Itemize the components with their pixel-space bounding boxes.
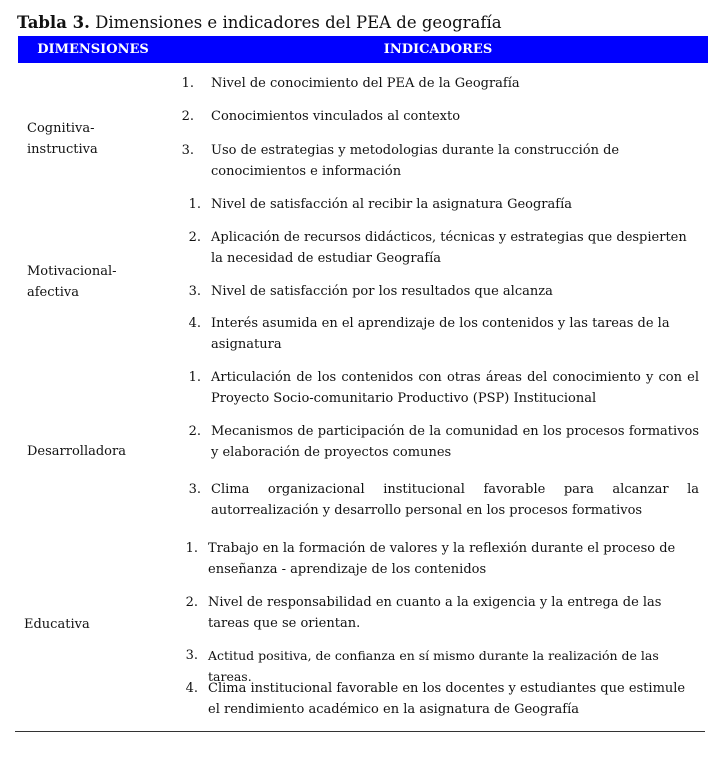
indicator-number: 3. xyxy=(185,648,198,663)
table-bottom-rule xyxy=(15,731,705,732)
indicator-text: Trabajo en la formación de valores y la reflexión durante el proceso de enseñanza - aprendizaje de los contenidos xyxy=(208,541,676,577)
indicator-number: 3. xyxy=(181,143,194,158)
indicator-text: Interés asumida en el aprendizaje de los contenidos y las tareas de la asignatura xyxy=(211,316,670,352)
indicator-number: 1. xyxy=(188,197,201,212)
table-caption xyxy=(17,12,502,34)
dimension-cognitiva xyxy=(27,118,98,160)
indicator-text: Clima organizacional institucional favorable para alcanzar la autorrealización y desarrollo personal en los procesos formativos xyxy=(211,482,699,518)
indicator-text: Nivel de satisfacción por los resultados que alcanza xyxy=(211,284,553,299)
indicator-number: 1. xyxy=(181,76,194,91)
indicator-number: 3. xyxy=(188,482,201,497)
indicator-text: Uso de estrategias y metodologias durante la construcción de conocimientos e información xyxy=(211,143,620,179)
dimension-label-line2: afectiva xyxy=(27,285,80,300)
dimension-educativa xyxy=(24,614,90,635)
indicator-number: 4. xyxy=(188,316,201,331)
indicator-text: Nivel de responsabilidad en cuanto a la exigencia y la entrega de las tareas que se orientan. xyxy=(208,595,662,631)
dimension-motivacional xyxy=(27,261,117,303)
header-dimensiones: DIMENSIONES xyxy=(37,42,149,57)
dimension-label-line1: Motivacional- xyxy=(27,264,117,279)
dimension-label-line1: Cognitiva- xyxy=(27,121,95,136)
table-header xyxy=(18,36,708,63)
indicator-number: 1. xyxy=(188,370,201,385)
indicator-text: Nivel de satisfacción al recibir la asignatura Geografía xyxy=(211,197,572,212)
indicator-number: 2. xyxy=(185,595,198,610)
indicator-number: 2. xyxy=(188,424,201,439)
indicator-number: 2. xyxy=(181,109,194,124)
caption-label: Tabla 3. xyxy=(17,13,90,32)
indicator-number: 4. xyxy=(185,681,198,696)
dimension-label-line2: instructiva xyxy=(27,142,98,157)
indicator-text: Aplicación de recursos didácticos, técnicas y estrategias que despierten la necesidad de estudiar Geografía xyxy=(211,230,687,266)
indicator-text: Clima institucional favorable en los docentes y estudiantes que estimule el rendimiento académico en la asignatura de Geografía xyxy=(208,681,686,717)
indicator-number: 2. xyxy=(188,230,201,245)
indicator-number: 3. xyxy=(188,284,201,299)
dimension-desarrolladora xyxy=(27,441,126,462)
dimension-label-line1: Desarrolladora xyxy=(27,444,126,459)
caption-title: Dimensiones e indicadores del PEA de geografía xyxy=(89,13,502,32)
indicator-text: Actitud positiva, de confianza en sí mismo durante la realización de las tareas. xyxy=(208,648,659,684)
indicator-number: 1. xyxy=(185,541,198,556)
indicator-text: Nivel de conocimiento del PEA de la Geografía xyxy=(211,76,520,91)
header-indicadores: INDICADORES xyxy=(383,42,493,57)
indicator-text: Articulación de los contenidos con otras áreas del conocimiento y con el Proyecto Socio-comunitario Productivo (PSP) Institucional xyxy=(211,370,699,406)
indicator-text: Conocimientos vinculados al contexto xyxy=(211,109,461,124)
dimension-label-line1: Educativa xyxy=(24,617,90,632)
indicator-text: Mecanismos de participación de la comunidad en los procesos formativos y elaboración de proyectos comunes xyxy=(211,424,699,460)
